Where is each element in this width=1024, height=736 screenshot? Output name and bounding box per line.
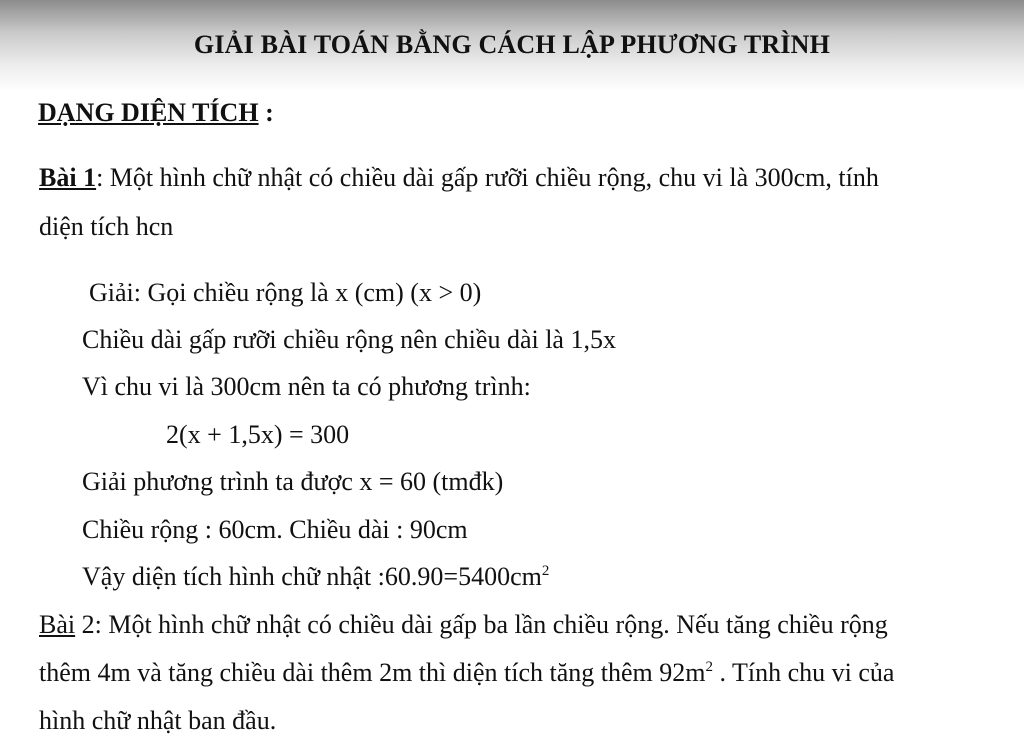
section-heading-text: DẠNG DIỆN TÍCH [38, 98, 259, 127]
solution-line3: Vì chu vi là 300cm nên ta có phương trình: [82, 372, 531, 401]
solution-line1: Giải: Gọi chiều rộng là x (cm) (x > 0) [89, 278, 482, 307]
bai2-text: 2: Một hình chữ nhật có chiều dài gấp ba lần chiều rộng. Nếu tăng chiều rộng [75, 610, 888, 639]
bai2-line3: hình chữ nhật ban đầu. [39, 706, 277, 735]
bai2-line2-sup: 2 [705, 659, 713, 675]
page-title: GIẢI BÀI TOÁN BẰNG CÁCH LẬP PHƯƠNG TRÌNH [193, 30, 831, 59]
bai1-line1 [39, 163, 879, 193]
solution-line7-text: Vậy diện tích hình chữ nhật :60.90=5400cm [82, 562, 542, 591]
solution-line2: Chiều dài gấp rưỡi chiều rộng nên chiều dài là 1,5x [82, 325, 616, 354]
section-heading-colon: : [258, 98, 274, 127]
bai2-line2-tail: . Tính chu vi của [712, 658, 895, 687]
bai1-label: Bài 1 [39, 163, 97, 192]
bai2-line2-text: thêm 4m và tăng chiều dài thêm 2m thì diện tích tăng thêm 92m [39, 658, 706, 687]
bai1-line2: diện tích hcn [39, 212, 174, 241]
section-heading [38, 98, 274, 128]
solution-line5: Giải phương trình ta được x = 60 (tmđk) [82, 467, 504, 496]
bai1-text: : Một hình chữ nhật có chiều dài gấp rưỡi chiều rộng, chu vi là 300cm, tính [96, 163, 879, 192]
solution-equation: 2(x + 1,5x) = 300 [166, 420, 350, 449]
solution-line7-sup: 2 [541, 563, 550, 579]
bai2-line1 [39, 610, 888, 640]
solution-line7 [82, 562, 549, 592]
bai2-label: Bài [39, 610, 76, 639]
bai2-line2 [39, 658, 894, 688]
solution-line6: Chiều rộng : 60cm. Chiều dài : 90cm [82, 515, 468, 544]
